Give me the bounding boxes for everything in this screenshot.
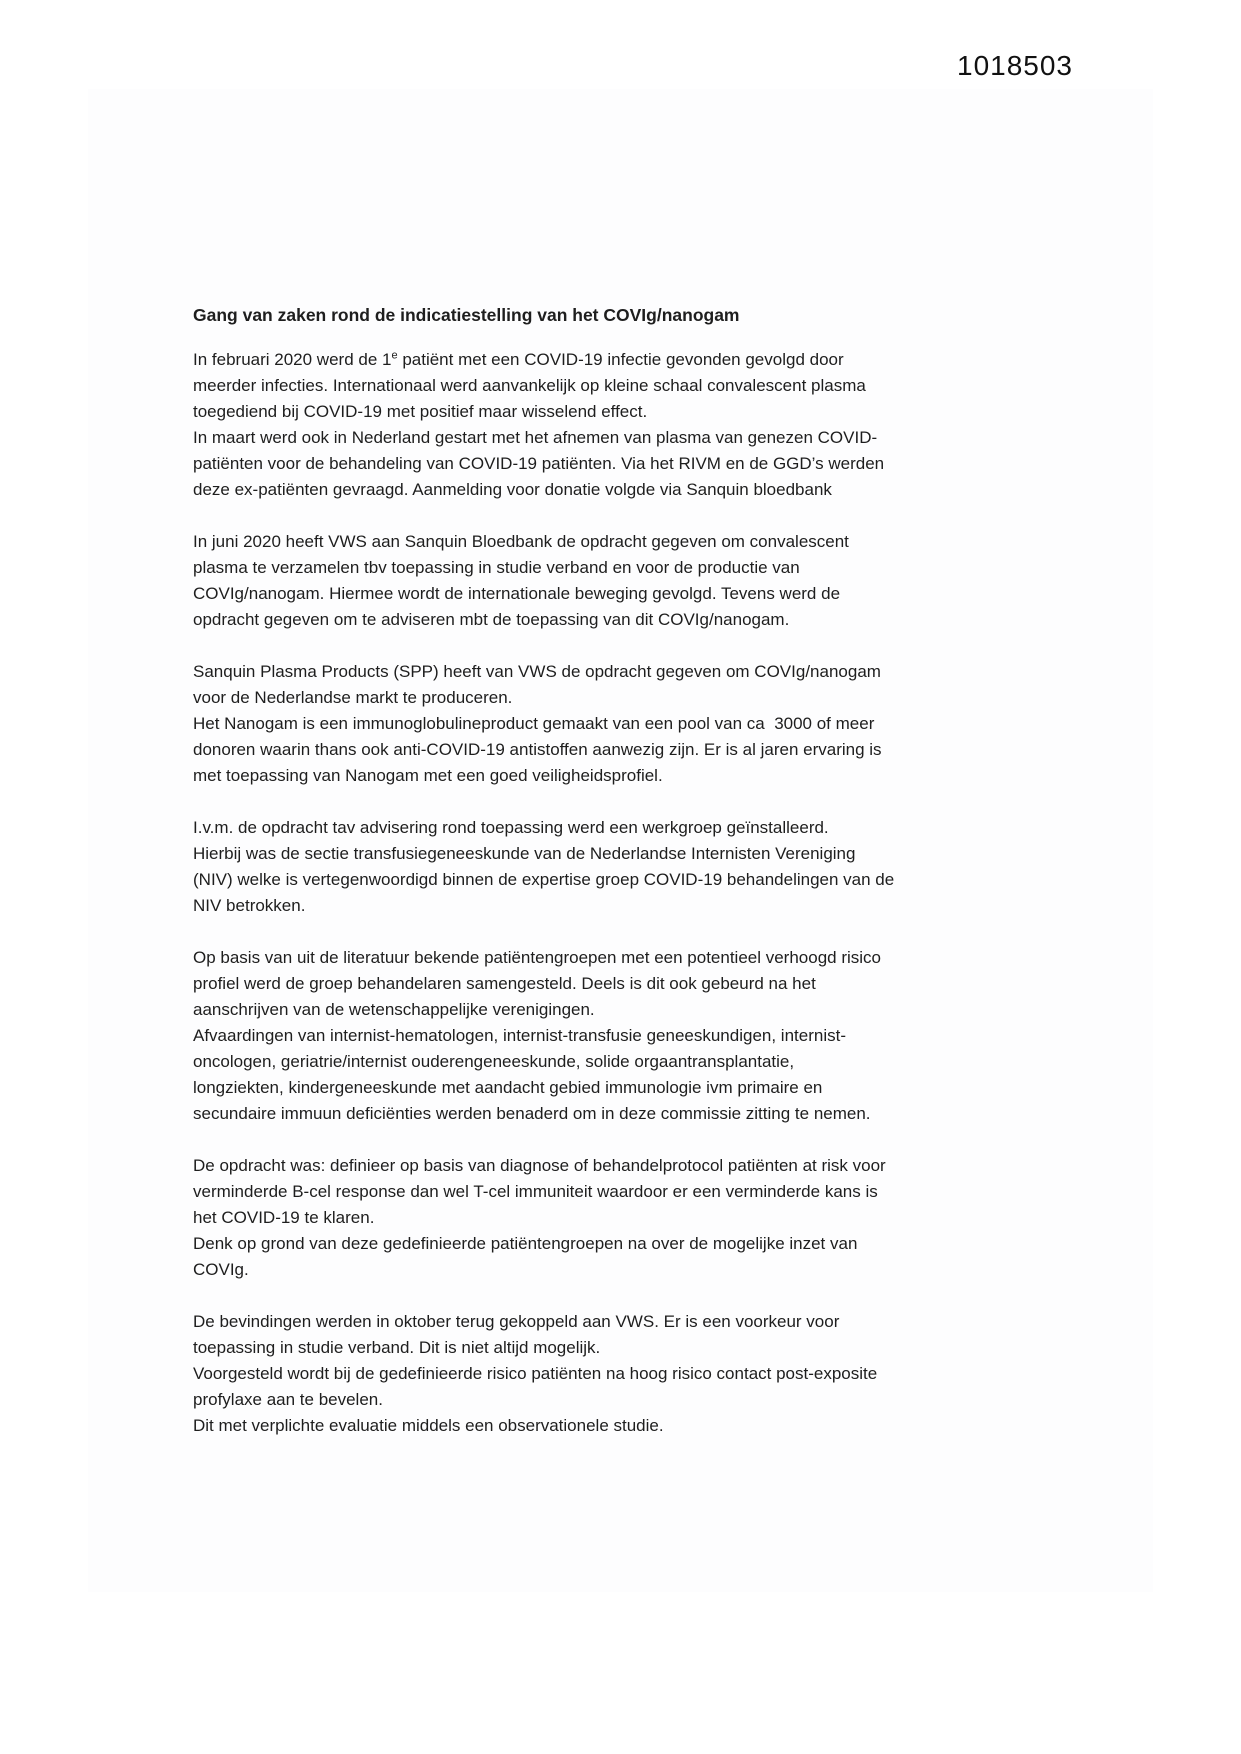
text-line: met toepassing van Nanogam met een goed veiligheidsprofiel.	[193, 766, 663, 785]
text-line: meerder infecties. Internationaal werd aanvankelijk op kleine schaal convalescent plasma	[193, 376, 866, 395]
text-line: (NIV) welke is vertegenwoordigd binnen de expertise groep COVID-19 behandelingen van de	[193, 870, 895, 889]
document-content	[193, 302, 1053, 1465]
text-line: oncologen, geriatrie/internist ouderengeneeskunde, solide orgaantransplantatie,	[193, 1052, 795, 1071]
text-line: opdracht gegeven om te adviseren mbt de toepassing van dit COVIg/nanogam.	[193, 610, 790, 629]
text-line: verminderde B-cel response dan wel T-cel immuniteit waardoor er een verminderde kans is	[193, 1182, 878, 1201]
text-line: donoren waarin thans ook anti-COVID-19 antistoffen aanwezig zijn. Er is al jaren ervaring is	[193, 740, 882, 759]
text-line: Denk op grond van deze gedefinieerde patiëntengroepen na over de mogelijke inzet van	[193, 1234, 858, 1253]
text-line: patiënten voor de behandeling van COVID-19 patiënten. Via het RIVM en de GGD’s werden	[193, 454, 885, 473]
text-line: COVIg.	[193, 1260, 249, 1279]
text-line	[193, 347, 1053, 373]
text-line: In maart werd ook in Nederland gestart met het afnemen van plasma van genezen COVID-	[193, 428, 878, 447]
text-segment: patiënt met een COVID-19 infectie gevonden gevolgd door	[397, 350, 844, 369]
text-line: Sanquin Plasma Products (SPP) heeft van VWS de opdracht gegeven om COVIg/nanogam	[193, 662, 881, 681]
paragraph-intro-february	[193, 347, 1053, 503]
text-line: Voorgesteld wordt bij de gedefinieerde risico patiënten na hoog risico contact post-exposite	[193, 1364, 878, 1383]
text-line: het COVID-19 te klaren.	[193, 1208, 375, 1227]
paragraph-patientengroepen	[193, 945, 1053, 1127]
paragraph-juni-vws-opdracht	[193, 529, 1053, 633]
text-line: Dit met verplichte evaluatie middels een observationele studie.	[193, 1416, 664, 1435]
page-number: 1018503	[957, 50, 1074, 81]
paragraph-bevindingen-oktober	[193, 1309, 1053, 1439]
paragraph-sanquin-plasma-products	[193, 659, 1053, 789]
text-line: toepassing in studie verband. Dit is niet altijd mogelijk.	[193, 1338, 601, 1357]
text-line: plasma te verzamelen tbv toepassing in studie verband en voor de productie van	[193, 558, 800, 577]
text-line: deze ex-patiënten gevraagd. Aanmelding voor donatie volgde via Sanquin bloedbank	[193, 480, 832, 499]
text-line: Afvaardingen van internist-hematologen, internist-transfusie geneeskundigen, internist-	[193, 1026, 846, 1045]
text-line: profylaxe aan te bevelen.	[193, 1390, 383, 1409]
text-line: De opdracht was: definieer op basis van diagnose of behandelprotocol patiënten at risk voor	[193, 1156, 886, 1175]
text-line: De bevindingen werden in oktober terug gekoppeld aan VWS. Er is een voorkeur voor	[193, 1312, 840, 1331]
text-line: profiel werd de groep behandelaren samengesteld. Deels is dit ook gebeurd na het	[193, 974, 816, 993]
document-title: Gang van zaken rond de indicatiestelling van het COVIg/nanogam	[193, 305, 740, 325]
text-line: I.v.m. de opdracht tav advisering rond toepassing werd een werkgroep geïnstalleerd.	[193, 818, 829, 837]
text-line: In juni 2020 heeft VWS aan Sanquin Bloedbank de opdracht gegeven om convalescent	[193, 532, 849, 551]
text-segment: In februari 2020 werd de 1	[193, 350, 392, 369]
paragraph-opdracht-definitie	[193, 1153, 1053, 1283]
text-line: Het Nanogam is een immunoglobulineproduct gemaakt van een pool van ca 3000 of meer	[193, 714, 875, 733]
text-line: toegediend bij COVID-19 met positief maar wisselend effect.	[193, 402, 648, 421]
text-line: aanschrijven van de wetenschappelijke verenigingen.	[193, 1000, 595, 1019]
superscript-e: e	[391, 349, 398, 362]
text-line: voor de Nederlandse markt te produceren.	[193, 688, 513, 707]
text-line: NIV betrokken.	[193, 896, 306, 915]
text-line: Hierbij was de sectie transfusiegeneeskunde van de Nederlandse Internisten Vereniging	[193, 844, 856, 863]
text-line: Op basis van uit de literatuur bekende patiëntengroepen met een potentieel verhoogd risico	[193, 948, 882, 967]
paragraph-werkgroep	[193, 815, 1053, 919]
text-line: COVIg/nanogam. Hiermee wordt de internationale beweging gevolgd. Tevens werd de	[193, 584, 841, 603]
text-line: longziekten, kindergeneeskunde met aandacht gebied immunologie ivm primaire en	[193, 1078, 823, 1097]
text-line: secundaire immuun deficiënties werden benaderd om in deze commissie zitting te nemen.	[193, 1104, 871, 1123]
